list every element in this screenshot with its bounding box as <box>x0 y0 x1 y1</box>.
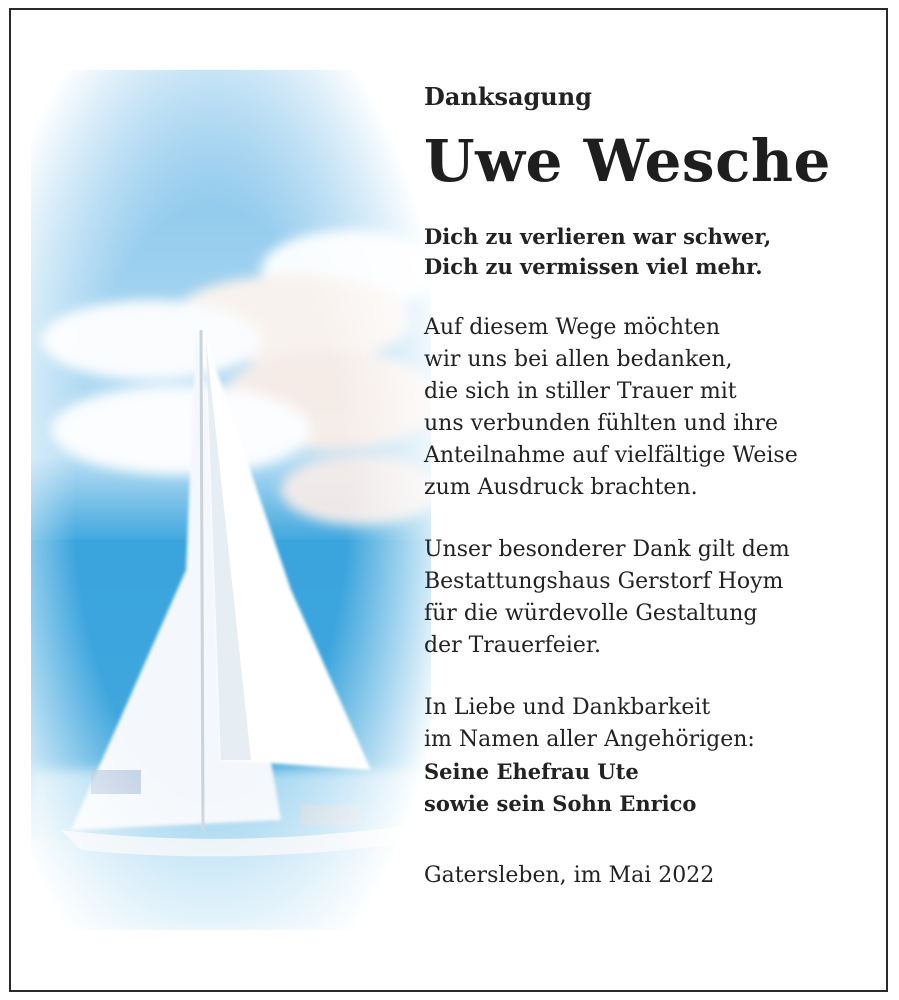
text-line: Auf diesem Wege möchten <box>424 315 721 340</box>
text-line: Unser besonderer Dank gilt dem <box>424 537 790 562</box>
text-line: der Trauerfeier. <box>424 633 601 658</box>
quote-line: Dich zu vermissen viel mehr. <box>424 254 763 279</box>
text-line: uns verbunden fühlten und ihre <box>424 411 778 436</box>
notice-frame <box>9 8 888 992</box>
text-line: zum Ausdruck brachten. <box>424 475 698 500</box>
signature-line: Seine Ehefrau Ute <box>424 759 639 784</box>
text-line: Anteilnahme auf vielfältige Weise <box>424 443 798 468</box>
deceased-name: Uwe Wesche <box>424 127 831 195</box>
signature-line: sowie sein Sohn Enrico <box>424 791 697 816</box>
sailboat-image <box>31 70 431 930</box>
notice-text <box>424 80 884 892</box>
text-line: Bestattungshaus Gerstorf Hoym <box>424 569 784 594</box>
quote <box>424 222 884 282</box>
text-line: In Liebe und Dankbarkeit <box>424 695 711 720</box>
closing-paragraph <box>424 692 884 820</box>
sailboat-photo <box>31 70 431 930</box>
thanks-paragraph <box>424 312 884 504</box>
heading: Danksagung <box>424 82 592 111</box>
text-line: im Namen aller Angehörigen: <box>424 727 755 752</box>
special-thanks-paragraph <box>424 534 884 662</box>
quote-line: Dich zu verlieren war schwer, <box>424 224 772 249</box>
text-line: für die würdevolle Gestaltung <box>424 601 758 626</box>
text-line: die sich in stiller Trauer mit <box>424 379 737 404</box>
place-date: Gatersleben, im Mai 2022 <box>424 863 715 888</box>
text-line: wir uns bei allen bedanken, <box>424 347 733 372</box>
